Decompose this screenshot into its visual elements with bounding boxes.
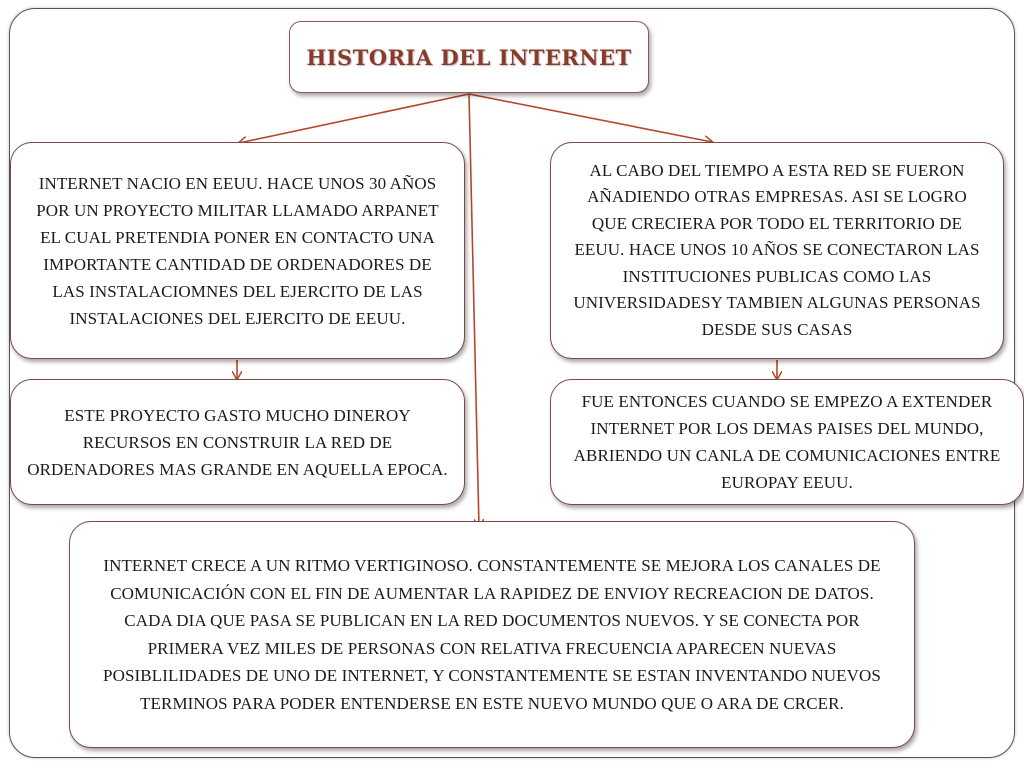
node-internet-growth <box>69 521 915 748</box>
node-project-cost <box>10 379 465 505</box>
node-network-growth <box>550 142 1004 359</box>
page-title: HISTORIA DEL INTERNET <box>306 44 632 70</box>
node-text: AL CABO DEL TIEMPO A ESTA RED SE FUERON AÑADIENDO OTRAS EMPRESAS. ASI SE LOGRO QUE CRECIERA POR TODO EL TERRITORIO DE EEUU. HACE UNOS 10 AÑOS SE CONECTARON LAS INSTITUCIONES PUBLICAS COMO LAS UNIVERSIDADESY TAMBIEN ALGUNAS PERSONAS DESDE SUS CASAS <box>573 160 981 339</box>
node-text: INTERNET CRECE A UN RITMO VERTIGINOSO. CONSTANTEMENTE SE MEJORA LOS CANALES DE COMUNICACIÓN CON EL FIN DE AUMENTAR LA RAPIDEZ DE ENVIOY RECREACION DE DATOS. CADA DIA QUE PASA SE PUBLICAN EN LA RED DOCUMENTOS NUEVOS. Y SE CONECTA POR PRIMERA VEZ MILES DE PERSONAS CON RELATIVA FRECUENCIA APARECEN NUEVAS POSIBLILIDADES DE UNO DE INTERNET, Y CONSTANTEMENTE SE ESTAN INVENTANDO NUEVOS TERMINOS PARA PODER ENTENDERSE EN ESTE NUEVO MUNDO QUE O ARA DE CRCER. <box>103 556 881 713</box>
arrow-title-to-left-top <box>239 94 469 143</box>
node-arpanet-origin <box>10 142 465 359</box>
node-global-expansion <box>550 379 1024 505</box>
node-text: FUE ENTONCES CUANDO SE EMPEZO A EXTENDER INTERNET POR LOS DEMAS PAISES DEL MUNDO, ABRIENDO UN CANLA DE COMUNICACIONES ENTRE EUROPAY EEUU. <box>573 392 1001 492</box>
arrow-title-to-bottom <box>469 94 479 527</box>
arrow-title-to-right-top <box>469 94 712 142</box>
node-text: ESTE PROYECTO GASTO MUCHO DINEROY RECURSOS EN CONSTRUIR LA RED DE ORDENADORES MAS GRANDE EN AQUELLA EPOCA. <box>27 405 448 479</box>
node-text: INTERNET NACIO EN EEUU. HACE UNOS 30 AÑOS POR UN PROYECTO MILITAR LLAMADO ARPANET EL CUAL PRETENDIA PONER EN CONTACTO UNA IMPORTANTE CANTIDAD DE ORDENADORES DE LAS INSTALACIOMNES DEL EJERCITO DE LAS INSTALACIONES DEL EJERCITO DE EEUU. <box>36 173 439 328</box>
title-box <box>289 21 649 93</box>
